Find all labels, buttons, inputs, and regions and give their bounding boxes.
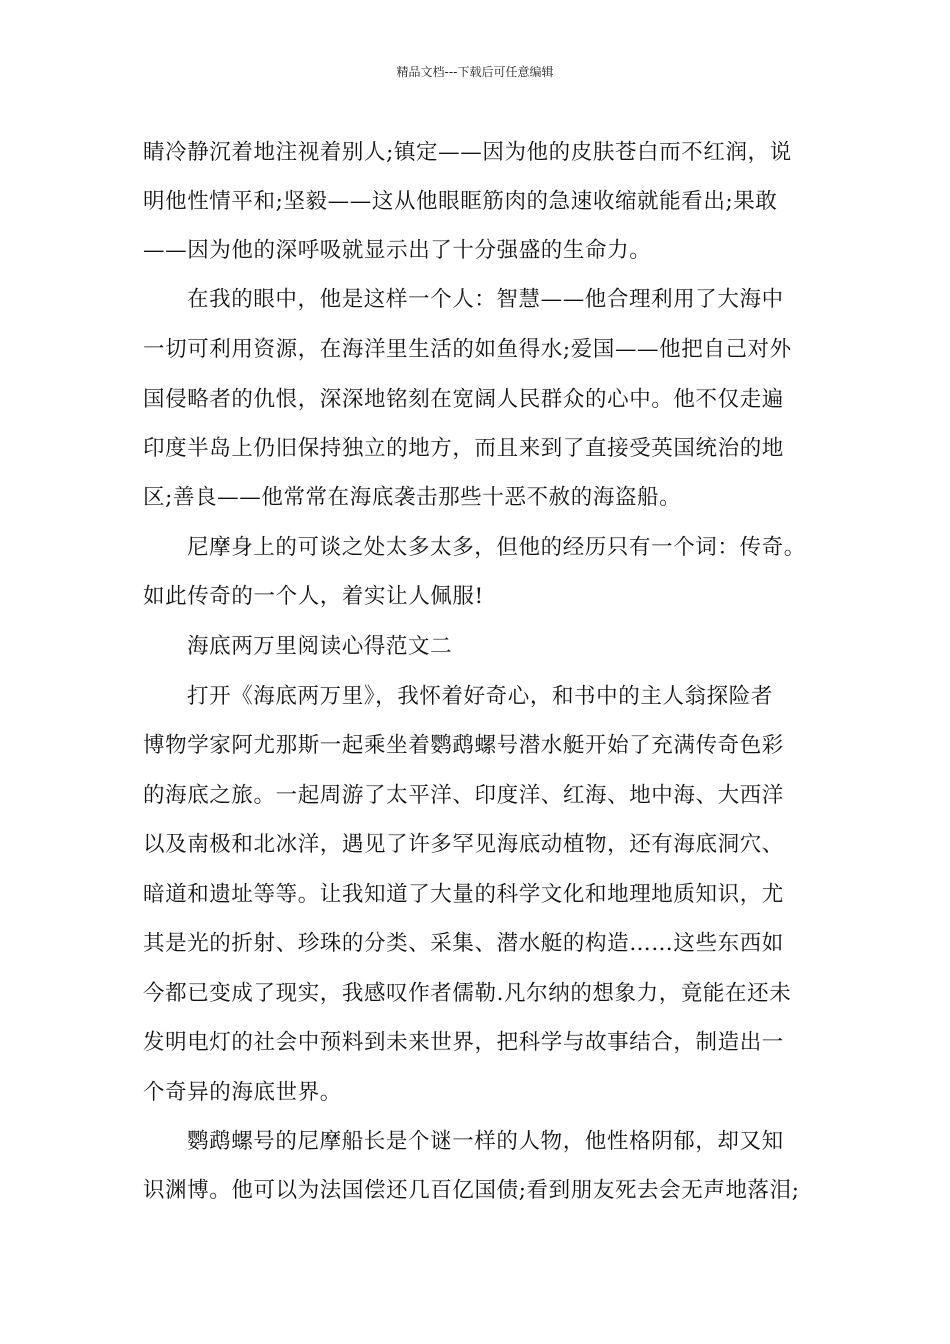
section-heading: 海底两万里阅读心得范文二 <box>187 634 453 659</box>
text-line: 一切可利用资源，在海洋里生活的如鱼得水;爱国——他把自己对外 <box>143 337 792 362</box>
text-line: 其是光的折射、珍珠的分类、采集、潜水艇的构造……这些东西如 <box>143 931 784 956</box>
text-line: 博物学家阿尤那斯一起乘坐着鹦鹉螺号潜水艇开始了充满传奇色彩 <box>143 733 784 758</box>
paragraph-start-line: 鹦鹉螺号的尼摩船长是个谜一样的人物，他性格阴郁，却又知 <box>187 1129 784 1154</box>
page-header: 精品文档---下载后可任意编辑 <box>396 65 554 79</box>
paragraph-start-line: 尼摩身上的可谈之处太多太多，但他的经历只有一个词：传奇。 <box>187 535 806 560</box>
text-line: 如此传奇的一个人，着实让人佩服! <box>143 584 484 609</box>
text-line: 印度半岛上仍旧保持独立的地方，而且来到了直接受英国统治的地 <box>143 436 784 461</box>
text-line: 区;善良——他常常在海底袭击那些十恶不赦的海盗船。 <box>143 485 682 510</box>
text-line: 识渊博。他可以为法国偿还几百亿国债;看到朋友死去会无声地落泪; <box>143 1178 800 1203</box>
text-line: 国侵略者的仇恨，深深地铭刻在宽阔人民群众的心中。他不仅走遍 <box>143 387 784 412</box>
text-line: 睛冷静沉着地注视着别人;镇定——因为他的皮肤苍白而不红润，说 <box>143 140 792 165</box>
text-line: 个奇异的海底世界。 <box>143 1080 342 1105</box>
paragraph-start-line: 打开《海底两万里》，我怀着好奇心，和书中的主人翁探险者 <box>187 684 773 709</box>
text-line: 今都已变成了现实，我感叹作者儒勒.凡尔纳的想象力，竟能在还未 <box>143 981 792 1006</box>
text-line: 以及南极和北冰洋，遇见了许多罕见海底动植物，还有海底洞穴、 <box>143 832 784 857</box>
text-line: 暗道和遗址等等。让我知道了大量的科学文化和地理地质知识，尤 <box>143 882 784 907</box>
text-line: 的海底之旅。一起周游了太平洋、印度洋、红海、地中海、大西洋 <box>143 783 784 808</box>
text-line: ——因为他的深呼吸就显示出了十分强盛的生命力。 <box>143 238 652 263</box>
paragraph-start-line: 在我的眼中，他是这样一个人：智慧——他合理利用了大海中 <box>187 287 784 312</box>
text-line: 明他性情平和;坚毅——这从他眼眶筋肉的急速收缩就能看出;果敢 <box>143 189 778 214</box>
text-line: 发明电灯的社会中预料到未来世界，把科学与故事结合，制造出一 <box>143 1030 784 1055</box>
